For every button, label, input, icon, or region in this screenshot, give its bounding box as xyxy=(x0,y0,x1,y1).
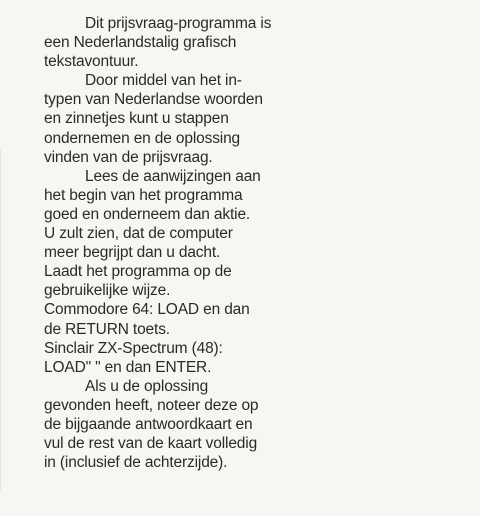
text-line: LOAD" " en dan ENTER. xyxy=(44,358,212,376)
text-line: en zinnetjes kunt u stappen xyxy=(44,110,229,128)
text-line: typen van Nederlandse woorden xyxy=(44,91,263,109)
text-line: Door middel van het in- xyxy=(85,72,242,90)
text-line: de bijgaande antwoordkaart en xyxy=(44,415,253,433)
text-line: Commodore 64: LOAD en dan xyxy=(44,301,250,319)
text-line: Als u de oplossing xyxy=(85,377,209,395)
text-line: Sinclair ZX-Spectrum (48): xyxy=(44,339,223,357)
text-line: Dit prijsvraag-programma is xyxy=(85,15,272,32)
text-line: ondernemen en de oplossing xyxy=(44,129,241,147)
text-line: het begin van het programma xyxy=(44,186,243,204)
text-line: Lees de aanwijzingen aan xyxy=(85,167,261,185)
text-line: een Nederlandstalig grafisch xyxy=(44,34,237,52)
text-line: U zult zien, dat de computer xyxy=(44,225,233,243)
text-line: Laadt het programma op de xyxy=(44,263,232,281)
text-line: gevonden heeft, noteer deze op xyxy=(44,396,259,414)
text-line: tekstavontuur. xyxy=(44,53,139,71)
text-line: gebruikelijke wijze. xyxy=(44,282,171,300)
page-edge-shadow xyxy=(0,150,1,490)
text-line: vul de rest van de kaart volledig xyxy=(44,435,258,453)
instruction-text xyxy=(44,14,294,472)
text-line: vinden van de prijsvraag. xyxy=(44,148,213,166)
text-line: meer begrijpt dan u dacht. xyxy=(44,244,221,262)
text-line: in (inclusief de achterzijde). xyxy=(44,454,228,472)
text-line: goed en onderneem dan aktie. xyxy=(44,205,251,223)
text-line: de RETURN toets. xyxy=(44,320,170,338)
